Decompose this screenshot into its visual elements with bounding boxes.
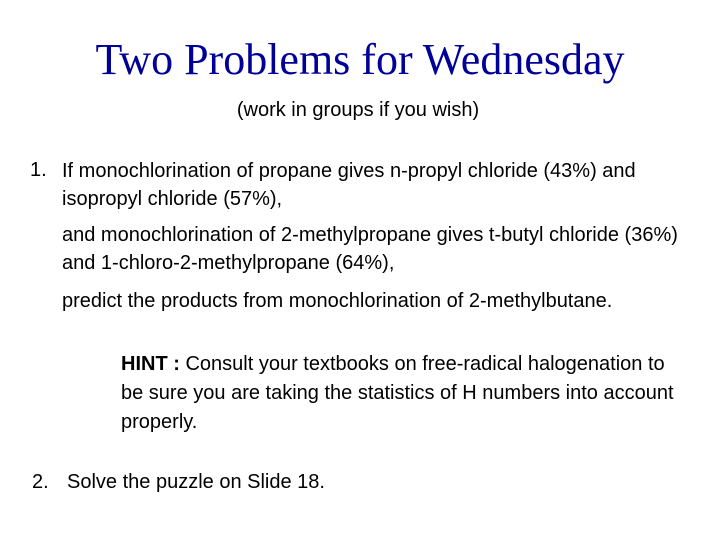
slide-title: Two Problems for Wednesday xyxy=(95,35,625,84)
hint-box xyxy=(121,350,681,437)
problem-2-number: 2. xyxy=(32,471,49,493)
problem-1-paragraph-1: If monochlorination of propane gives n-propyl chloride (43%) and isopropyl chloride (57%), xyxy=(62,160,636,210)
problem-1-paragraph-2: and monochlorination of 2-methylpropane gives t-butyl chloride (36%) and 1-chloro-2-methylpropane (64%), xyxy=(62,224,678,274)
hint-label: HINT : xyxy=(121,353,180,375)
slide-subtitle: (work in groups if you wish) xyxy=(236,99,480,121)
problem-1-number: 1. xyxy=(30,159,47,181)
problem-2-text: Solve the puzzle on Slide 18. xyxy=(67,471,325,493)
hint-text: Consult your textbooks on free-radical halogenation to be sure you are taking the statistics of H numbers into account properly. xyxy=(121,353,674,433)
problem-1-paragraph-3: predict the products from monochlorination of 2-methylbutane. xyxy=(62,290,613,312)
